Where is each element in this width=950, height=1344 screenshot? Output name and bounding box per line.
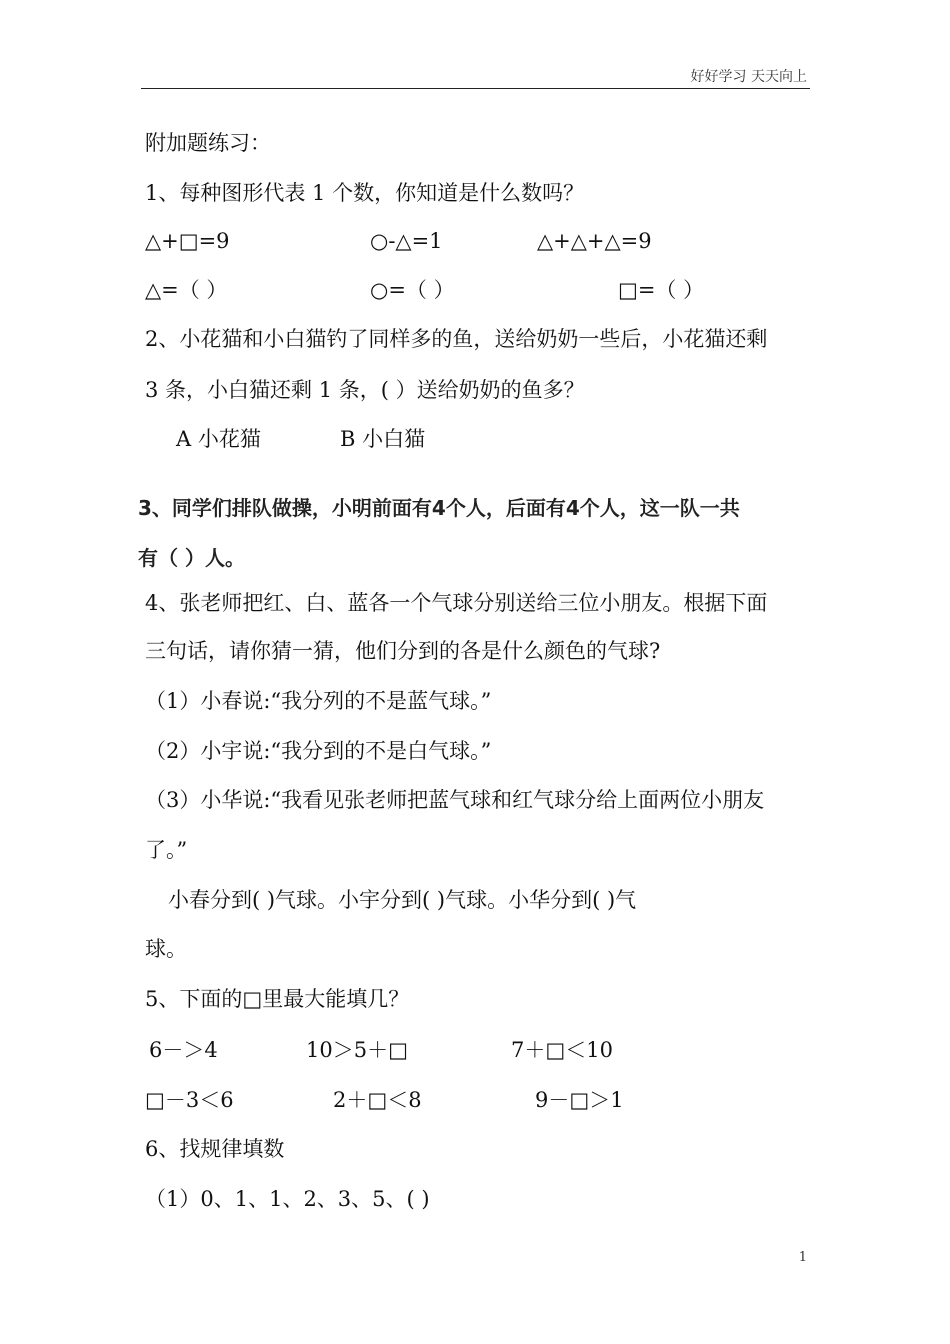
q2-option-b: B 小白猫 [340,427,426,451]
q2-line-2: 3 条，小白猫还剩 1 条，( ）送给奶奶的鱼多？ [145,378,585,402]
q4-statement-2: （2）小宇说:“我分到的不是白气球。” [145,739,492,763]
q5-inequality-3: 7＋□＜10 [511,1038,613,1062]
q1-equation-1: △+□=9 [145,229,230,253]
header-rule [141,88,810,89]
q4-answer-line-2: 球。 [145,937,187,961]
q6-item-1: （1）0、1、1、2、3、5、( ) [145,1187,430,1211]
q2-option-a: A 小花猫 [176,427,261,451]
q1-text: 1、每种图形代表 1 个数，你知道是什么数吗？ [145,181,585,205]
q5-text: 5、下面的□里最大能填几？ [145,987,410,1011]
q5-inequality-4: □－3＜6 [145,1088,234,1112]
q4-statement-1: （1）小春说:“我分列的不是蓝气球。” [145,689,492,713]
q2-line-1: 2、小花猫和小白猫钓了同样多的鱼，送给奶奶一些后，小花猫还剩 [145,327,768,351]
q4-line-1: 4、张老师把红、白、蓝各一个气球分别送给三位小朋友。根据下面 [145,591,768,615]
q5-inequality-1: 6－＞4 [149,1038,218,1062]
q1-answer-square: □=（ ） [618,278,705,302]
q4-answer-line-1: 小春分到( )气球。小宇分到( )气球。小华分到( )气 [168,888,637,912]
q3-line-2: 有（ ）人。 [138,546,245,570]
q5-inequality-2: 10＞5＋□ [306,1038,408,1062]
q5-inequality-6: 9－□＞1 [535,1088,624,1112]
q6-text: 6、找规律填数 [145,1137,285,1161]
q1-equation-3: △+△+△=9 [537,229,652,253]
q4-statement-3-line-1: （3）小华说:“我看见张老师把蓝气球和红气球分给上面两位小朋友 [145,788,765,812]
q1-answer-triangle: △=（ ） [145,278,228,302]
page-title: 附加题练习： [145,131,271,155]
q4-statement-3-line-2: 了。” [145,838,188,862]
q4-line-2: 三句话，请你猜一猜，他们分到的各是什么颜色的气球? [145,639,661,663]
q1-equation-2: ○-△=1 [370,229,443,253]
q5-inequality-5: 2＋□＜8 [333,1088,422,1112]
q1-answer-circle: ○=（ ） [370,278,455,302]
header-motto: 好好学习 天天向上 [690,69,807,85]
q3-line-1: 3、同学们排队做操，小明前面有4个人，后面有4个人，这一队一共 [138,496,740,520]
page-number: 1 [798,1250,807,1265]
